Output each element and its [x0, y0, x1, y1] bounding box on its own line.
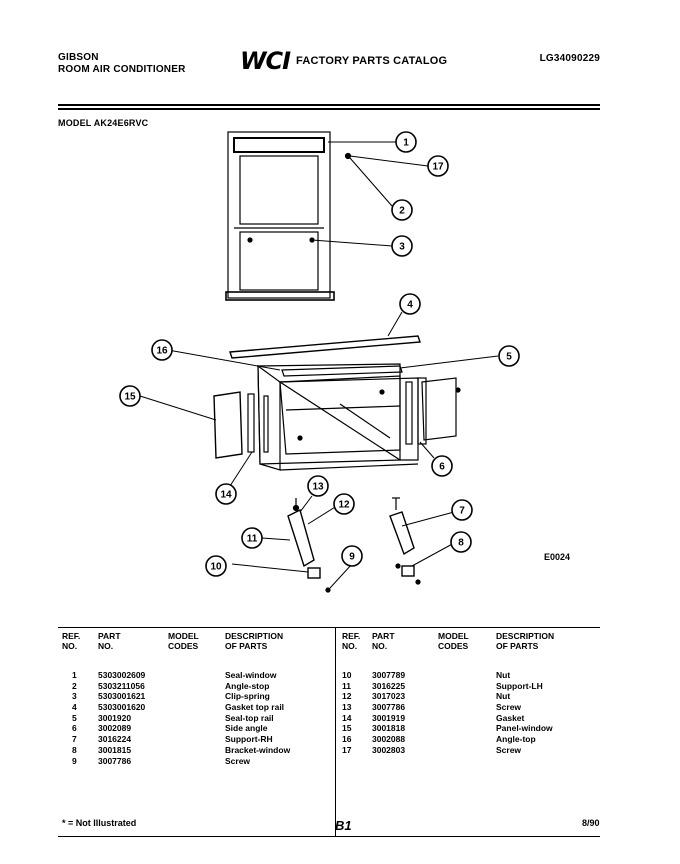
right-desc-cell: Screw: [496, 744, 522, 755]
model-label: MODEL AK24E6RVC: [58, 118, 149, 128]
table-divider: [335, 628, 336, 836]
right-ref-cell: 13: [342, 702, 352, 713]
right-desc-cell: Angle-top: [496, 734, 536, 745]
callout-label: 13: [312, 481, 324, 493]
left-part-cell: 3007786: [98, 755, 132, 766]
right-desc-cell: Screw: [496, 702, 522, 713]
right-ref-cell: 14: [342, 712, 352, 723]
right-desc-column: [496, 670, 553, 756]
right-desc-cell: Gasket: [496, 712, 525, 723]
left-desc-cell: Seal-window: [225, 670, 277, 680]
figure-code: E0024: [544, 552, 571, 562]
revision-date: 8/90: [582, 818, 600, 828]
right-desc-cell: Panel-window: [496, 723, 553, 734]
left-ref-cell: 4: [72, 702, 77, 713]
callout-label: 4: [407, 299, 413, 311]
right-desc-cell: Nut: [496, 691, 511, 702]
callout-17: [428, 156, 448, 176]
right-part-column: [372, 670, 405, 756]
right-part-cell: 3001919: [372, 712, 406, 723]
callout-label: 10: [210, 561, 222, 573]
left-part-cell: 5303211056: [98, 680, 145, 691]
left-desc-cell: Screw: [225, 755, 251, 766]
callout-label: 9: [349, 551, 355, 563]
callout-2: [392, 200, 412, 220]
callout-7: [452, 500, 472, 520]
header-ref-left: REF. NO.: [62, 631, 81, 651]
right-part-cell: 3016225: [372, 680, 406, 691]
callout-group: [120, 132, 519, 576]
callout-label: 5: [506, 351, 512, 363]
callout-label: 17: [432, 161, 444, 173]
header-desc-right: DESCRIPTION OF PARTS: [496, 631, 555, 651]
left-desc-column: [225, 670, 290, 766]
left-desc-cell: Angle-stop: [225, 680, 270, 691]
right-ref-cell: 17: [342, 744, 352, 755]
callout-1: [396, 132, 416, 152]
right-ref-cell: 10: [342, 670, 352, 680]
brand-name: GIBSON: [58, 52, 99, 63]
left-desc-cell: Clip-spring: [225, 691, 270, 702]
header-part-right: PART NO.: [372, 631, 395, 651]
callout-label: 16: [156, 345, 168, 357]
left-ref-cell: 3: [72, 691, 77, 702]
callout-12: [334, 494, 354, 514]
left-desc-cell: Gasket top rail: [225, 702, 285, 713]
right-ref-cell: 12: [342, 691, 352, 702]
left-desc-cell: Side angle: [225, 723, 268, 734]
callout-4: [400, 294, 420, 314]
left-desc-cell: Bracket-window: [225, 744, 291, 755]
exploded-parts-diagram: [100, 120, 580, 610]
header-model-right: MODEL CODES: [438, 631, 469, 651]
right-part-cell: 3017023: [372, 691, 406, 702]
left-ref-cell: 1: [72, 670, 77, 680]
callout-6: [432, 456, 452, 476]
callout-15: [120, 386, 140, 406]
left-desc-cell: Support-RH: [225, 734, 273, 745]
right-part-cell: 3002088: [372, 734, 406, 745]
callout-label: 7: [459, 505, 465, 517]
header-rule-bottom: [58, 108, 600, 110]
left-ref-cell: 5: [72, 712, 77, 723]
left-ref-cell: 7: [72, 734, 77, 745]
wci-logo: WCI: [240, 47, 291, 75]
right-part-cell: 3002803: [372, 744, 406, 755]
right-ref-cell: 11: [342, 680, 351, 691]
callout-label: 12: [338, 499, 350, 511]
not-illustrated-note: * = Not Illustrated: [62, 818, 137, 828]
left-ref-cell: 8: [72, 744, 77, 755]
left-part-column: [98, 670, 145, 766]
left-ref-cell: 6: [72, 723, 77, 734]
left-ref-cell: 9: [72, 755, 77, 766]
header-desc-left: DESCRIPTION OF PARTS: [225, 631, 284, 651]
callout-14: [216, 484, 236, 504]
callout-13: [308, 476, 328, 496]
catalog-number: LG34090229: [539, 53, 600, 64]
callout-9: [342, 546, 362, 566]
window-panel-outline: [228, 132, 330, 298]
page-number: B1: [335, 818, 352, 833]
left-part-cell: 3016224: [98, 734, 132, 745]
left-part-cell: 5303001620: [98, 702, 146, 713]
callout-3: [392, 236, 412, 256]
callout-label: 8: [458, 537, 464, 549]
right-part-cell: 3007789: [372, 670, 406, 680]
left-part-cell: 5303002609: [98, 670, 146, 680]
header-model-left: MODEL CODES: [168, 631, 199, 651]
callout-8: [451, 532, 471, 552]
left-part-cell: 3001815: [98, 744, 132, 755]
right-desc-cell: Support-LH: [496, 680, 543, 691]
left-desc-cell: Seal-top rail: [225, 712, 274, 723]
right-ref-cell: 15: [342, 723, 352, 734]
right-ref-column: [342, 670, 351, 756]
parts-table: [58, 627, 600, 837]
right-desc-cell: Nut: [496, 670, 511, 680]
catalog-heading: [240, 47, 447, 75]
left-ref-column: [72, 670, 77, 766]
callout-label: 15: [124, 391, 136, 403]
callout-label: 6: [439, 461, 445, 473]
right-part-cell: 3007786: [372, 702, 406, 713]
header-part-left: PART NO.: [98, 631, 121, 651]
callout-label: 14: [220, 489, 232, 501]
header-rule-top: [58, 104, 600, 106]
callout-10: [206, 556, 226, 576]
right-ref-cell: 16: [342, 734, 352, 745]
callout-label: 3: [399, 241, 405, 253]
brand-block: [58, 52, 186, 76]
left-part-cell: 3001920: [98, 712, 132, 723]
callout-label: 1: [403, 137, 409, 149]
left-ref-cell: 2: [72, 680, 77, 691]
catalog-title: FACTORY PARTS CATALOG: [296, 55, 448, 67]
callout-label: 2: [399, 205, 405, 217]
right-part-cell: 3001818: [372, 723, 406, 734]
left-part-cell: 5303001621: [98, 691, 146, 702]
callout-16: [152, 340, 172, 360]
left-part-cell: 3002089: [98, 723, 132, 734]
header-ref-right: REF. NO.: [342, 631, 361, 651]
callout-label: 11: [246, 533, 258, 545]
product-type: ROOM AIR CONDITIONER: [58, 64, 186, 75]
callout-5: [499, 346, 519, 366]
callout-11: [242, 528, 262, 548]
